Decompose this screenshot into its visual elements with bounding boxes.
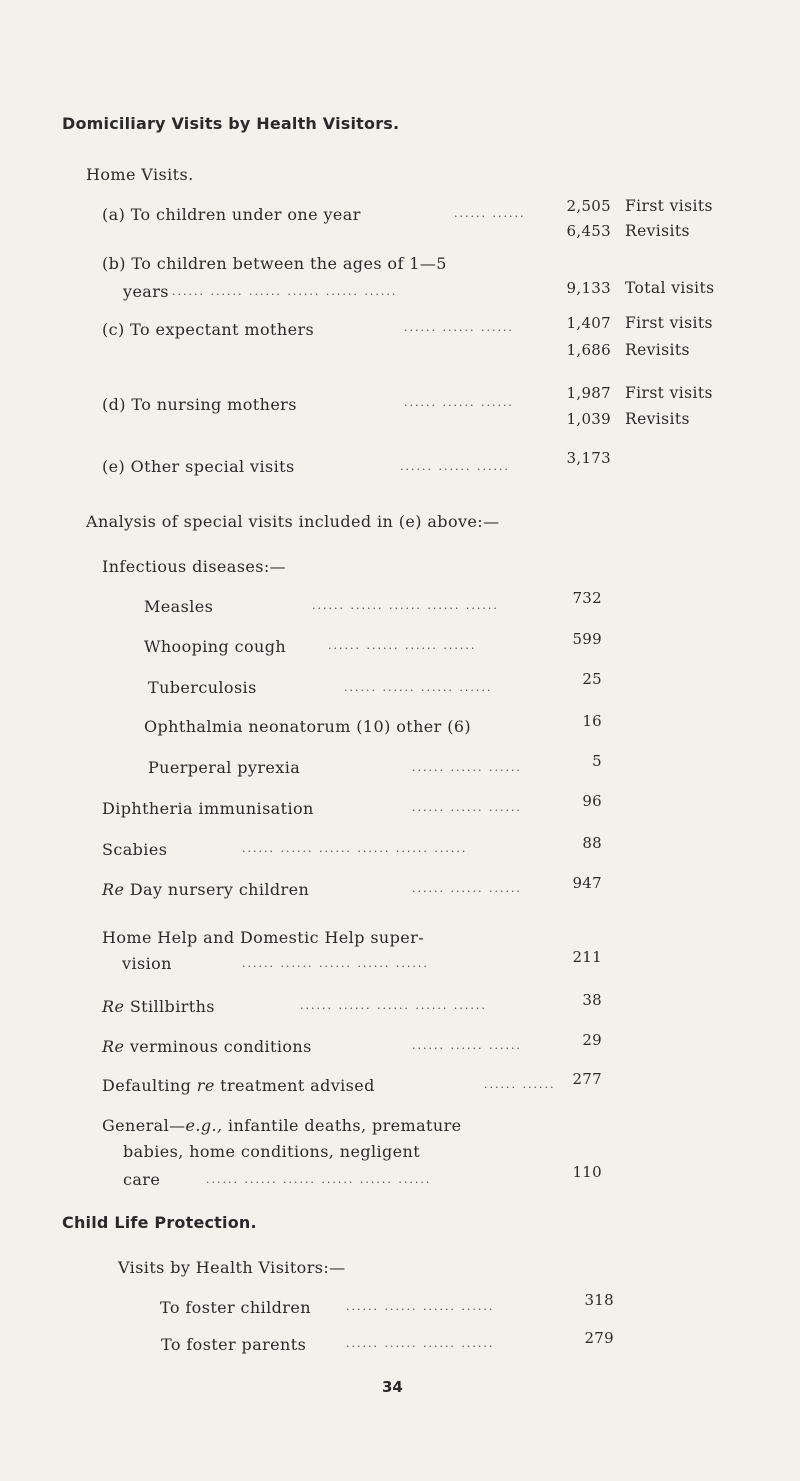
leader-dots: ...... ...... ...... bbox=[404, 321, 514, 334]
diphtheria-value: 96 bbox=[582, 792, 602, 810]
foster-children-value: 318 bbox=[584, 1291, 614, 1309]
leader-dots: ...... ...... ...... ...... bbox=[346, 1300, 495, 1313]
leader-dots: ...... ...... ...... ...... ...... bbox=[242, 957, 429, 970]
leader-dots: ...... ...... ...... ...... bbox=[344, 681, 493, 694]
row-d-first-label: First visits bbox=[625, 384, 713, 402]
defaulting-pre: Defaulting bbox=[102, 1076, 197, 1095]
leader-dots: ...... ...... ...... ...... ...... ...... bbox=[206, 1173, 432, 1186]
leader-dots: ...... ...... ...... ...... ...... bbox=[300, 999, 487, 1012]
child-life-visits-heading: Visits by Health Visitors:— bbox=[118, 1258, 346, 1277]
day-nursery-label bbox=[102, 880, 309, 899]
leader-dots: ...... ...... ...... bbox=[412, 882, 522, 895]
diphtheria-label: Diphtheria immunisation bbox=[102, 799, 314, 818]
home-help-label-line2: vision bbox=[122, 954, 172, 973]
re-prefix: Re bbox=[102, 880, 125, 899]
stillbirths-label bbox=[102, 997, 215, 1016]
whooping-label: Whooping cough bbox=[144, 637, 287, 656]
defaulting-post: treatment advised bbox=[214, 1076, 375, 1095]
row-c-label: (c) To expectant mothers bbox=[102, 320, 315, 339]
ophthalmia-label: Ophthalmia neonatorum (10) other (6) bbox=[144, 717, 472, 736]
row-c-first-value: 1,407 bbox=[566, 314, 611, 332]
tuberculosis-label: Tuberculosis bbox=[148, 678, 257, 697]
home-help-label-line1: Home Help and Domestic Help super- bbox=[102, 928, 425, 947]
leader-dots: ...... ...... bbox=[484, 1078, 556, 1091]
foster-children-label: To foster children bbox=[160, 1298, 311, 1317]
tuberculosis-value: 25 bbox=[582, 670, 602, 688]
row-a-revisits-label: Revisits bbox=[625, 222, 690, 240]
stillbirths-text: Stillbirths bbox=[124, 997, 215, 1016]
puerperal-value: 5 bbox=[592, 752, 602, 770]
row-b-total-label: Total visits bbox=[625, 279, 715, 297]
row-d-first-value: 1,987 bbox=[566, 384, 611, 402]
row-d-revisits-value: 1,039 bbox=[566, 410, 611, 428]
defaulting-label bbox=[102, 1076, 375, 1095]
general-label-line3: care bbox=[123, 1170, 161, 1189]
leader-dots: ...... ...... ...... bbox=[404, 396, 514, 409]
row-e-label: (e) Other special visits bbox=[102, 457, 295, 476]
foster-parents-value: 279 bbox=[584, 1329, 614, 1347]
measles-value: 732 bbox=[572, 589, 602, 607]
general-label-line1 bbox=[102, 1116, 461, 1135]
whooping-value: 599 bbox=[572, 630, 602, 648]
general-post: infantile deaths, premature bbox=[222, 1116, 462, 1135]
stillbirths-value: 38 bbox=[582, 991, 602, 1009]
page-number: 34 bbox=[382, 1378, 403, 1396]
verminous-label bbox=[102, 1037, 312, 1056]
defaulting-re: re bbox=[196, 1076, 215, 1095]
leader-dots: ...... ...... ...... bbox=[412, 801, 522, 814]
general-eg: e.g., bbox=[185, 1116, 223, 1135]
row-b-label-line1: (b) To children between the ages of 1—5 bbox=[102, 254, 447, 273]
verminous-text: verminous conditions bbox=[124, 1037, 312, 1056]
row-a-revisits-value: 6,453 bbox=[566, 222, 611, 240]
row-b-label-line2: years bbox=[123, 282, 169, 301]
general-value: 110 bbox=[572, 1163, 602, 1181]
row-b-value: 9,133 bbox=[566, 279, 611, 297]
day-nursery-value: 947 bbox=[572, 874, 602, 892]
scabies-label: Scabies bbox=[102, 840, 168, 859]
analysis-heading: Analysis of special visits included in (e) above:— bbox=[86, 512, 500, 531]
home-help-value: 211 bbox=[572, 948, 602, 966]
row-c-revisits-label: Revisits bbox=[625, 341, 690, 359]
row-a-first-label: First visits bbox=[625, 197, 713, 215]
subheading-home-visits: Home Visits. bbox=[86, 165, 194, 184]
leader-dots: ...... ...... ...... ...... bbox=[346, 1337, 495, 1350]
row-d-revisits-label: Revisits bbox=[625, 410, 690, 428]
foster-parents-label: To foster parents bbox=[161, 1335, 307, 1354]
defaulting-value: 277 bbox=[572, 1070, 602, 1088]
infectious-heading: Infectious diseases:— bbox=[102, 557, 287, 576]
measles-label: Measles bbox=[144, 597, 214, 616]
general-label-line2: babies, home conditions, negligent bbox=[123, 1142, 421, 1161]
verminous-value: 29 bbox=[582, 1031, 602, 1049]
general-pre: General— bbox=[102, 1116, 186, 1135]
row-c-revisits-value: 1,686 bbox=[566, 341, 611, 359]
leader-dots: ...... ...... ...... ...... ...... bbox=[312, 599, 499, 612]
row-a-label: (a) To children under one year bbox=[102, 205, 361, 224]
day-nursery-text: Day nursery children bbox=[124, 880, 310, 899]
leader-dots: ...... ...... ...... ...... ...... ...... bbox=[242, 842, 468, 855]
re-prefix: Re bbox=[102, 997, 125, 1016]
leader-dots: ...... ...... bbox=[454, 207, 526, 220]
leader-dots: ...... ...... ...... bbox=[400, 460, 510, 473]
section-heading-child-life: Child Life Protection. bbox=[62, 1213, 257, 1232]
row-c-first-label: First visits bbox=[625, 314, 713, 332]
leader-dots: ...... ...... ...... bbox=[412, 1039, 522, 1052]
row-a-first-value: 2,505 bbox=[566, 197, 611, 215]
re-prefix: Re bbox=[102, 1037, 125, 1056]
row-d-label: (d) To nursing mothers bbox=[102, 395, 297, 414]
leader-dots: ...... ...... ...... ...... ...... ...... bbox=[172, 285, 398, 298]
leader-dots: ...... ...... ...... ...... bbox=[328, 639, 477, 652]
scabies-value: 88 bbox=[582, 834, 602, 852]
leader-dots: ...... ...... ...... bbox=[412, 761, 522, 774]
ophthalmia-value: 16 bbox=[582, 712, 602, 730]
row-e-value: 3,173 bbox=[566, 449, 611, 467]
puerperal-label: Puerperal pyrexia bbox=[148, 758, 301, 777]
section-heading-domiciliary: Domiciliary Visits by Health Visitors. bbox=[62, 114, 400, 133]
